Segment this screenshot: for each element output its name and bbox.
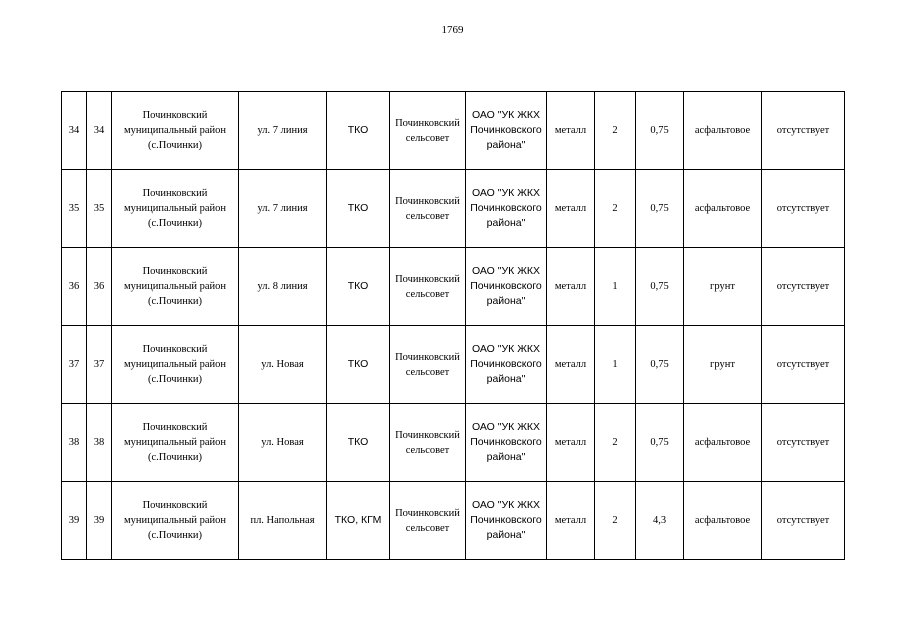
- cell-surface: асфальтовое: [684, 170, 762, 248]
- registry-table: [61, 91, 845, 560]
- cell-address: ул. 7 линия: [239, 92, 327, 170]
- cell-material: металл: [547, 326, 595, 404]
- cell-operator: ОАО "УК ЖКХ Починковского района": [466, 92, 547, 170]
- cell-district: Починковский муниципальный район (с.Починки): [112, 92, 239, 170]
- cell-fence: отсутствует: [762, 92, 845, 170]
- cell-registry-number: 39: [87, 482, 112, 560]
- cell-address: ул. 8 линия: [239, 248, 327, 326]
- cell-material: металл: [547, 170, 595, 248]
- page-number: 1769: [441, 24, 464, 36]
- cell-row-number: 38: [62, 404, 87, 482]
- cell-surface: асфальтовое: [684, 404, 762, 482]
- cell-district: Починковский муниципальный район (с.Починки): [112, 482, 239, 560]
- table-row: [62, 170, 845, 248]
- cell-volume: 0,75: [636, 404, 684, 482]
- cell-container-count: 1: [595, 326, 636, 404]
- cell-surface: асфальтовое: [684, 92, 762, 170]
- cell-surface: грунт: [684, 326, 762, 404]
- cell-waste-type: ТКО, КГМ: [327, 482, 390, 560]
- cell-row-number: 39: [62, 482, 87, 560]
- cell-registry-number: 35: [87, 170, 112, 248]
- cell-waste-type: ТКО: [327, 170, 390, 248]
- cell-container-count: 2: [595, 170, 636, 248]
- table-body: [62, 92, 845, 560]
- cell-district: Починковский муниципальный район (с.Починки): [112, 170, 239, 248]
- cell-volume: 4,3: [636, 482, 684, 560]
- cell-operator: ОАО "УК ЖКХ Починковского района": [466, 404, 547, 482]
- cell-address: пл. Напольная: [239, 482, 327, 560]
- cell-district: Починковский муниципальный район (с.Починки): [112, 248, 239, 326]
- cell-container-count: 2: [595, 92, 636, 170]
- cell-row-number: 35: [62, 170, 87, 248]
- table-row: [62, 482, 845, 560]
- cell-registry-number: 37: [87, 326, 112, 404]
- cell-operator: ОАО "УК ЖКХ Починковского района": [466, 326, 547, 404]
- cell-container-count: 1: [595, 248, 636, 326]
- table-row: [62, 326, 845, 404]
- cell-waste-type: ТКО: [327, 326, 390, 404]
- table-row: [62, 248, 845, 326]
- cell-district: Починковский муниципальный район (с.Починки): [112, 404, 239, 482]
- table-row: [62, 404, 845, 482]
- cell-registry-number: 36: [87, 248, 112, 326]
- cell-address: ул. 7 линия: [239, 170, 327, 248]
- cell-council: Починковский сельсовет: [390, 170, 466, 248]
- cell-fence: отсутствует: [762, 326, 845, 404]
- cell-waste-type: ТКО: [327, 248, 390, 326]
- cell-operator: ОАО "УК ЖКХ Починковского района": [466, 170, 547, 248]
- cell-material: металл: [547, 248, 595, 326]
- cell-fence: отсутствует: [762, 170, 845, 248]
- cell-row-number: 36: [62, 248, 87, 326]
- cell-council: Починковский сельсовет: [390, 248, 466, 326]
- cell-volume: 0,75: [636, 248, 684, 326]
- cell-operator: ОАО "УК ЖКХ Починковского района": [466, 248, 547, 326]
- cell-material: металл: [547, 482, 595, 560]
- cell-address: ул. Новая: [239, 404, 327, 482]
- cell-fence: отсутствует: [762, 248, 845, 326]
- cell-material: металл: [547, 404, 595, 482]
- cell-council: Починковский сельсовет: [390, 404, 466, 482]
- cell-row-number: 37: [62, 326, 87, 404]
- cell-council: Починковский сельсовет: [390, 482, 466, 560]
- cell-council: Починковский сельсовет: [390, 326, 466, 404]
- cell-material: металл: [547, 92, 595, 170]
- table-row: [62, 92, 845, 170]
- cell-volume: 0,75: [636, 92, 684, 170]
- cell-row-number: 34: [62, 92, 87, 170]
- cell-fence: отсутствует: [762, 482, 845, 560]
- cell-council: Починковский сельсовет: [390, 92, 466, 170]
- cell-waste-type: ТКО: [327, 404, 390, 482]
- cell-volume: 0,75: [636, 326, 684, 404]
- cell-waste-type: ТКО: [327, 92, 390, 170]
- cell-container-count: 2: [595, 482, 636, 560]
- cell-district: Починковский муниципальный район (с.Починки): [112, 326, 239, 404]
- cell-volume: 0,75: [636, 170, 684, 248]
- cell-address: ул. Новая: [239, 326, 327, 404]
- cell-container-count: 2: [595, 404, 636, 482]
- cell-surface: асфальтовое: [684, 482, 762, 560]
- cell-surface: грунт: [684, 248, 762, 326]
- cell-registry-number: 34: [87, 92, 112, 170]
- cell-registry-number: 38: [87, 404, 112, 482]
- cell-fence: отсутствует: [762, 404, 845, 482]
- cell-operator: ОАО "УК ЖКХ Починковского района": [466, 482, 547, 560]
